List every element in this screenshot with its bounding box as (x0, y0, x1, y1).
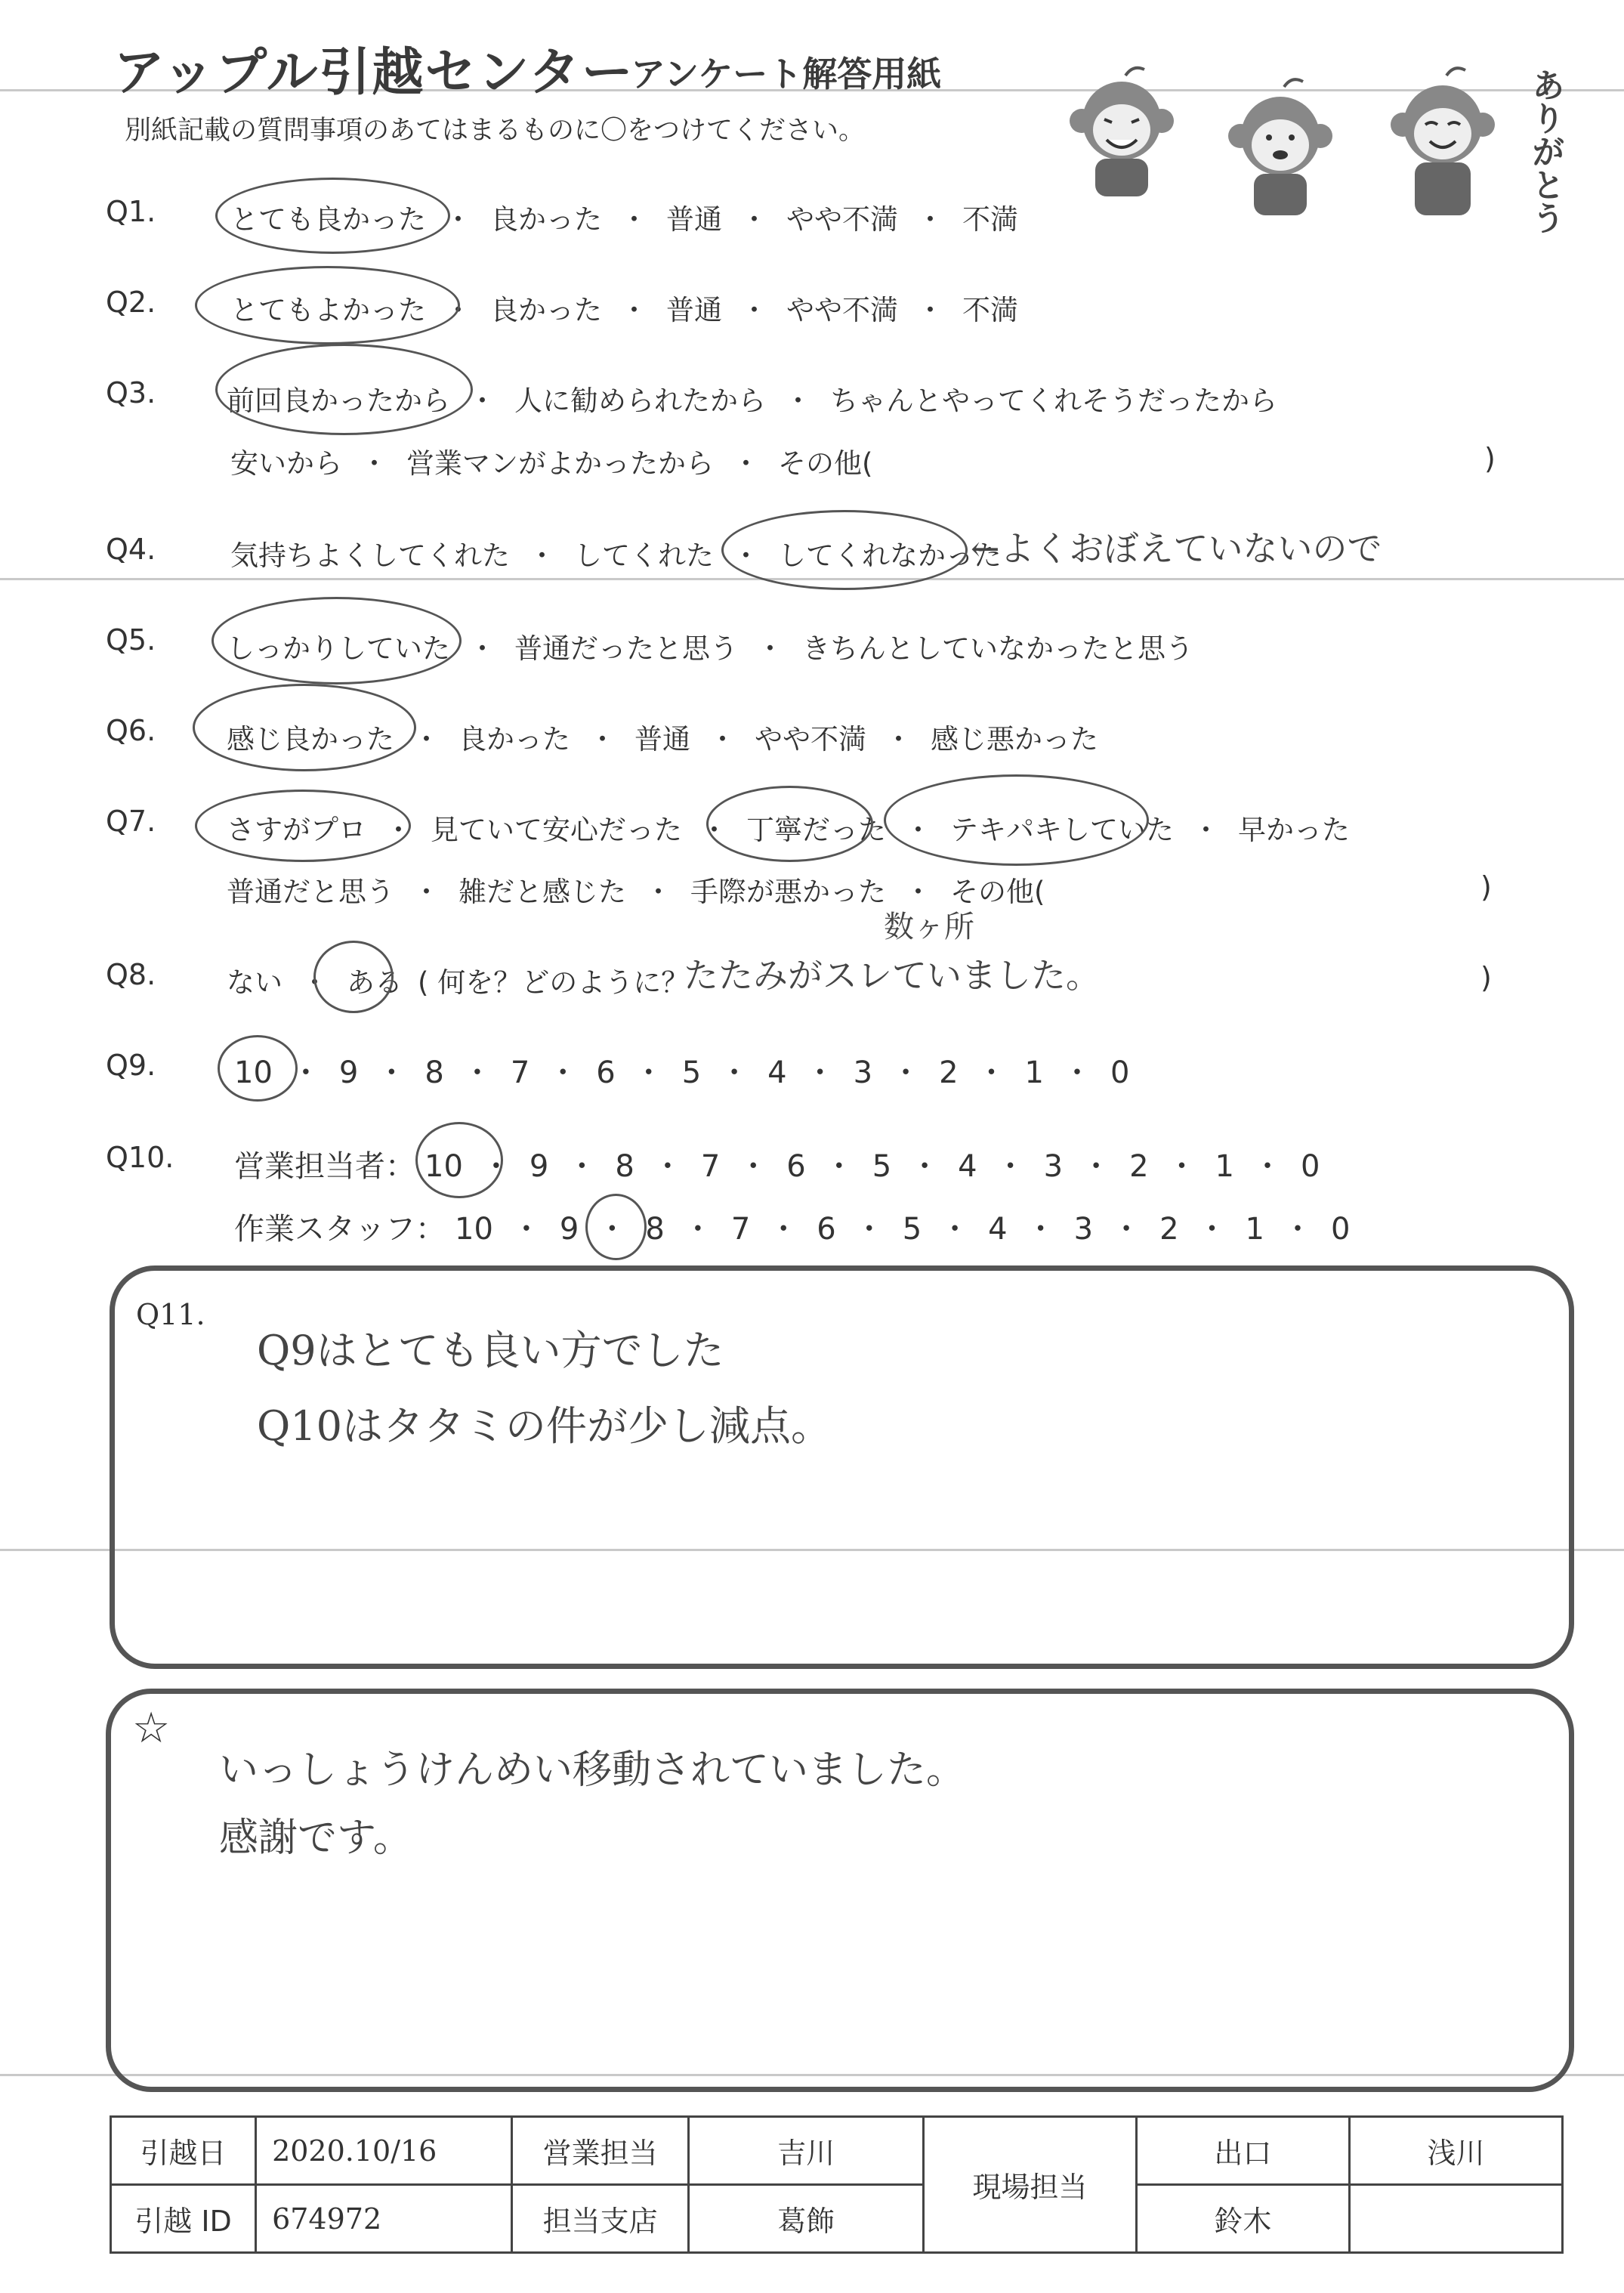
q10-sales-label: 営業担当者： (234, 1149, 415, 1184)
q1-option[interactable]: やや不満 (786, 203, 898, 236)
q10-staff-label: 作業スタッフ： (234, 1212, 446, 1247)
closing-paren: ) (1480, 870, 1492, 904)
q7-option[interactable]: テキパキしていた (950, 814, 1174, 846)
q3-option[interactable]: 前回良かったから (227, 385, 450, 417)
q11-comment-line: Q9はとても良い方でした (257, 1327, 724, 1374)
q9-scale: 10 ・ 9 ・ 8 ・ 7 ・ 6 ・ 5 ・ 4 ・ 3 ・ 2 ・ 1 ・ 0 (234, 1055, 1130, 1090)
q2-option[interactable]: とてもよかった (230, 294, 426, 326)
q7-option[interactable]: 見ていて安心だった (431, 814, 682, 846)
q3-option[interactable]: ちゃんとやってくれそうだったから (830, 385, 1277, 417)
q9-rating-option[interactable]: 6 (596, 1055, 616, 1090)
move-date-value: 2020.10/16 (256, 2117, 512, 2185)
q10-rating-option[interactable]: 1 (1215, 1149, 1234, 1184)
q10-rating-option[interactable]: 0 (1330, 1212, 1351, 1247)
q9-rating-option[interactable]: 2 (939, 1055, 959, 1090)
q9-rating-option[interactable]: 3 (853, 1055, 873, 1090)
selection-circle (706, 786, 873, 862)
q8-handwritten-answer: たたみがスレていました。 (684, 955, 1101, 996)
q8-option[interactable]: ある (347, 966, 403, 999)
star-icon: ☆ (132, 1704, 171, 1753)
q5-option[interactable]: 普通だったと思う (514, 632, 738, 665)
q10-rating-option[interactable]: 4 (958, 1149, 977, 1184)
q9-rating-option[interactable]: 8 (425, 1055, 444, 1090)
q5-label: Q5. (106, 623, 156, 657)
q7-option[interactable]: その他( (950, 876, 1045, 908)
q6-option[interactable]: 感じ良かった (227, 723, 394, 756)
q2-option[interactable]: 不満 (962, 294, 1018, 326)
branch-label: 担当支店 (511, 2185, 689, 2253)
branch-value: 葛飾 (689, 2185, 923, 2253)
q1-option[interactable]: とても良かった (230, 203, 426, 236)
q6-label: Q6. (106, 714, 156, 747)
q10-rating-option[interactable]: 9 (529, 1149, 549, 1184)
site-staff: 浅川 (1349, 2117, 1562, 2185)
q3-option[interactable]: 人に勧められたから (514, 385, 766, 417)
selection-circle (193, 684, 416, 771)
q4-option[interactable]: してくれなかった (778, 539, 1002, 572)
q8-option[interactable]: ない (227, 966, 283, 999)
q7-options-row2: 普通だと思う ・ 雑だと感じた ・ 手際が悪かった ・ その他( (227, 869, 1045, 910)
q10-rating-option[interactable]: 8 (645, 1212, 665, 1247)
q7-option[interactable]: 手際が悪かった (690, 876, 886, 908)
site-staff: 出口 (1136, 2117, 1349, 2185)
q5-option[interactable]: しっかりしていた (227, 632, 450, 665)
q10-staff-row: 作業スタッフ： 10 ・ 9 ・ 8 ・ 7 ・ 6 ・ 5 ・ 4 ・ 3 ・ 2 ・ 1 ・ 0 (234, 1212, 1351, 1247)
q4-option[interactable]: してくれた (574, 539, 714, 572)
selection-circle (211, 597, 462, 685)
selection-circle (195, 266, 460, 345)
q4-options: 気持ちよくしてくれた ・ してくれた ・ してくれなかった (230, 533, 1002, 573)
q10-rating-option[interactable]: 10 (425, 1149, 463, 1184)
selection-circle (215, 344, 473, 435)
q10-label: Q10. (106, 1141, 174, 1174)
q5-option[interactable]: きちんとしていなかったと思う (802, 632, 1193, 665)
q6-option[interactable]: 良かった (458, 723, 570, 756)
q6-option[interactable]: 普通 (634, 723, 690, 756)
q10-rating-option[interactable]: 8 (615, 1149, 634, 1184)
q3-label: Q3. (106, 376, 156, 409)
selection-circle (415, 1122, 503, 1198)
selection-circle (195, 790, 411, 862)
closing-paren: ) (1480, 961, 1492, 994)
q10-rating-option[interactable]: 1 (1245, 1212, 1264, 1247)
q7-option[interactable]: さすがプロ (227, 814, 366, 846)
q9-rating-option[interactable]: 10 (234, 1055, 273, 1090)
q8-options: ない ・ ある ( 何を？どのように？ (227, 960, 689, 1000)
q3-options-row2: 安いから ・ 営業マンがよかったから ・ その他( (230, 440, 872, 481)
q6-option[interactable]: 感じ悪かった (931, 723, 1098, 756)
q9-rating-option[interactable]: 5 (681, 1055, 702, 1090)
q1-option[interactable]: 普通 (666, 203, 722, 236)
q10-rating-option[interactable]: 6 (786, 1149, 806, 1184)
q2-label: Q2. (106, 286, 156, 319)
q10-rating-option[interactable]: 9 (559, 1212, 579, 1247)
q2-option[interactable]: 普通 (666, 294, 722, 326)
q7-label: Q7. (106, 805, 156, 838)
instruction-text: 別紙記載の質問事項のあてはまるものに〇をつけてください。 (125, 116, 866, 146)
monkey-mascot-icon (1379, 64, 1469, 193)
star-comment-line: いっしょうけんめい移動されていました。 (219, 1748, 966, 1793)
q1-option[interactable]: 不満 (962, 203, 1018, 236)
q9-rating-option[interactable]: 0 (1110, 1055, 1130, 1090)
empty-cell (1349, 2185, 1562, 2253)
thanks-text: ありがとう (1526, 68, 1564, 234)
q10-rating-option[interactable]: 6 (817, 1212, 836, 1247)
q7-option[interactable]: 雑だと感じた (458, 876, 626, 908)
q10-rating-option[interactable]: 5 (902, 1212, 922, 1247)
selection-circle (884, 774, 1149, 866)
q10-rating-option[interactable]: 3 (1043, 1149, 1064, 1184)
q9-rating-option[interactable]: 4 (767, 1055, 787, 1090)
sales-value: 吉川 (689, 2117, 923, 2185)
q10-rating-option[interactable]: 3 (1073, 1212, 1094, 1247)
q7-options: さすがプロ ・ 見ていて安心だった ・ 丁寧だった ・ テキパキしていた ・ 早かった (227, 807, 1350, 848)
q10-rating-option[interactable]: 10 (455, 1212, 493, 1247)
q6-options: 感じ良かった ・ 良かった ・ 普通 ・ やや不満 ・ 感じ悪かった (227, 716, 1098, 757)
q10-rating-option[interactable]: 4 (988, 1212, 1008, 1247)
closing-paren: ) (1484, 442, 1496, 475)
q10-rating-option[interactable]: 7 (730, 1212, 751, 1247)
q9-rating-option[interactable]: 7 (510, 1055, 530, 1090)
q9-label: Q9. (106, 1049, 156, 1082)
monkey-mascot-icon (1057, 60, 1148, 189)
monkey-mascot-icon (1216, 76, 1307, 204)
q2-options: とてもよかった ・ 良かった ・ 普通 ・ やや不満 ・ 不満 (230, 287, 1018, 328)
q8-handwritten-note: 数ヶ所 (884, 910, 974, 944)
q2-option[interactable]: やや不満 (786, 294, 898, 326)
q10-rating-option[interactable]: 2 (1159, 1212, 1179, 1247)
q11-comment-line: Q10はタタミの件が少し減点。 (257, 1402, 832, 1450)
site-staff: 鈴木 (1136, 2185, 1349, 2253)
q10-rating-option[interactable]: 7 (700, 1149, 721, 1184)
q1-label: Q1. (106, 195, 156, 228)
q3-option[interactable]: 安いから (230, 447, 342, 480)
move-id-value: 674972 (256, 2185, 512, 2253)
selection-circle (313, 941, 394, 1013)
move-id-label: 引越 ID (111, 2185, 256, 2253)
q4-handwritten-note: ←よくおぼえていないので (971, 528, 1382, 569)
q7-option[interactable]: 丁寧だった (746, 814, 886, 846)
q4-label: Q4. (106, 533, 156, 566)
q3-options: 前回良かったから ・ 人に勧められたから ・ ちゃんとやってくれそうだったから (227, 378, 1277, 419)
selection-circle (721, 510, 968, 590)
q1-option[interactable]: 良かった (490, 203, 602, 236)
q8-label: Q8. (106, 958, 156, 991)
q7-option[interactable]: 普通だと思う (227, 876, 394, 908)
q4-option[interactable]: 気持ちよくしてくれた (230, 539, 510, 572)
q9-rating-option[interactable]: 9 (338, 1055, 359, 1090)
q9-rating-option[interactable]: 1 (1024, 1055, 1044, 1090)
selection-circle (218, 1035, 298, 1102)
q11-label: Q11. (136, 1298, 205, 1331)
q2-option[interactable]: 良かった (490, 294, 602, 326)
q3-option[interactable]: 営業マンがよかったから (406, 447, 714, 480)
document-type: アンケート解答用紙 (631, 54, 942, 94)
q3-option[interactable]: その他( (778, 447, 873, 480)
company-title: アップル引越センター (113, 43, 634, 103)
q6-option[interactable]: やや不満 (755, 723, 866, 756)
selection-circle (215, 178, 450, 254)
move-date-label: 引越日 (111, 2117, 256, 2185)
q10-rating-option[interactable]: 5 (872, 1149, 892, 1184)
q10-rating-option[interactable]: 2 (1129, 1149, 1149, 1184)
site-label: 現場担当 (923, 2117, 1136, 2253)
info-table (110, 2115, 1564, 2254)
q8-prompt: ( 何を？どのように？ (418, 966, 690, 999)
q7-option[interactable]: 早かった (1238, 814, 1350, 846)
q5-options: しっかりしていた ・ 普通だったと思う ・ きちんとしていなかったと思う (227, 626, 1193, 666)
q1-options: とても良かった ・ 良かった ・ 普通 ・ やや不満 ・ 不満 (230, 196, 1018, 237)
selection-circle (585, 1194, 647, 1260)
q10-rating-option[interactable]: 0 (1300, 1149, 1320, 1184)
q10-sales-row: 営業担当者： 10 ・ 9 ・ 8 ・ 7 ・ 6 ・ 5 ・ 4 ・ 3 ・ 2 ・ 1 ・ 0 (234, 1149, 1320, 1184)
star-comment-line: 感謝です。 (219, 1816, 412, 1861)
sales-label: 営業担当 (511, 2117, 689, 2185)
